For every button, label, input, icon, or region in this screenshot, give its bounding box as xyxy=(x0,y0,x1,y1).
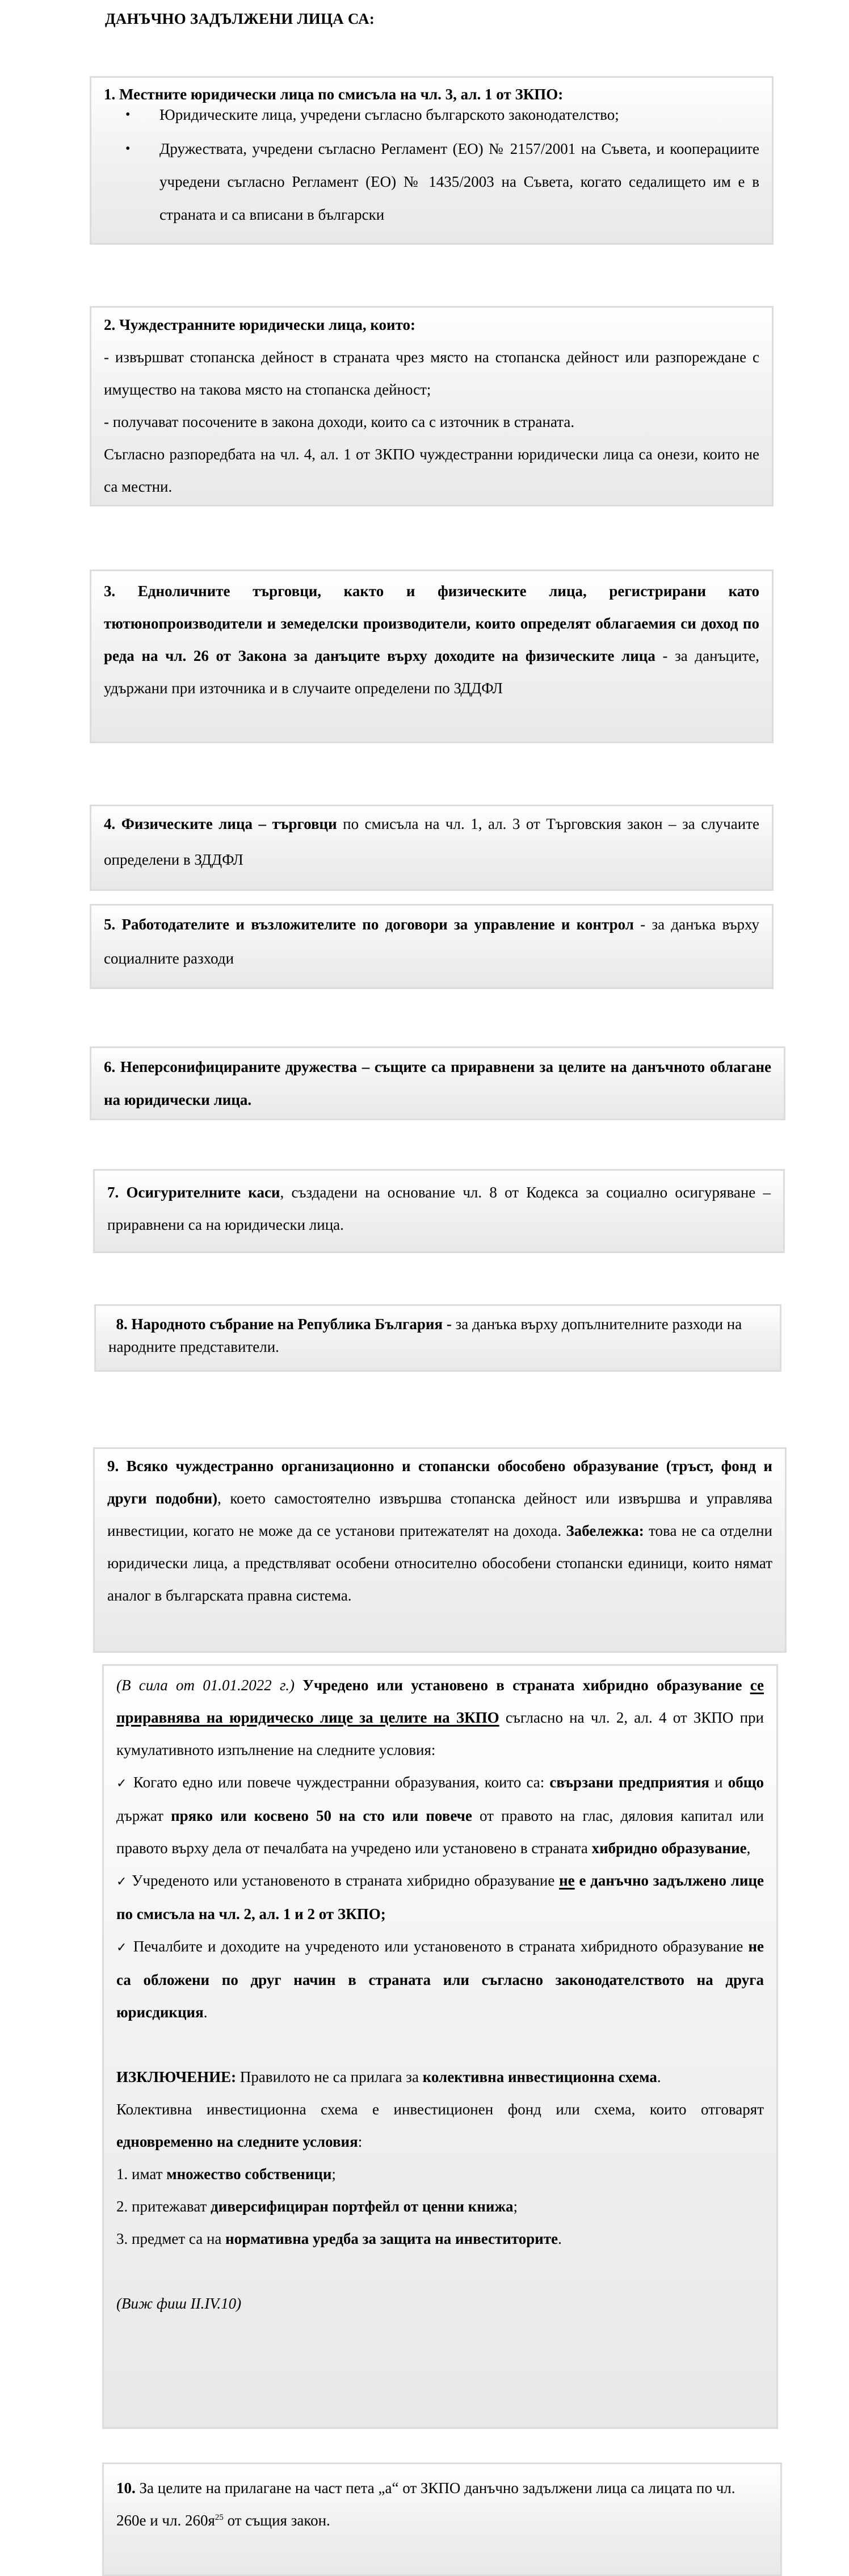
paragraph-intro xyxy=(116,1669,764,1766)
paragraph: Съгласно разпоредбата на чл. 4, ал. 1 от ЗКПО чуждестранни юридически лица са онези, които не са местни. xyxy=(104,446,759,495)
normal-text: държат xyxy=(116,1807,171,1824)
normal-text: по смисъла на чл. 1, ал. 3 от Търговския закон – за случаите определени в ЗДДФЛ xyxy=(104,815,759,868)
exception-label: ИЗКЛЮЧЕНИЕ: xyxy=(116,2068,237,2085)
normal-text: от правото на глас, дяловия капитал или правото върху дела от печалбата на учредено или установено в страната xyxy=(116,1807,764,1857)
check-icon: ✓ xyxy=(116,1777,128,1791)
section-unincorporated-companies xyxy=(90,1046,785,1120)
bold-text: не са обложени по друг начин в страната или съгласно законодателството на друга юрисдикция xyxy=(116,1938,764,2021)
normal-text: . xyxy=(203,2004,208,2021)
normal-text: 2. притежават xyxy=(116,2198,211,2215)
effective-date: (В сила от 01.01.2022 г.) xyxy=(116,1677,295,1694)
section-title: 1. Местните юридически лица по смисъла на чл. 3, ал. 1 от ЗКПО: xyxy=(104,86,564,103)
bold-text: е данъчно задължено лице по смисъла на чл. 2, ал. 1 и 2 от ЗКПО; xyxy=(116,1872,764,1922)
paragraph xyxy=(104,806,759,878)
section-title: 2. Чуждестранните юридически лица, които: xyxy=(104,316,415,333)
normal-text: и xyxy=(709,1774,728,1791)
section-foreign-organizations xyxy=(93,1447,787,1653)
bold-text: свързани предприятия xyxy=(549,1774,709,1791)
page-heading: ДАНЪЧНО ЗАДЪЛЖЕНИ ЛИЦА СА: xyxy=(105,10,375,27)
normal-text: . xyxy=(657,2068,661,2085)
section-sole-traders xyxy=(90,569,774,743)
section-local-legal-entities xyxy=(90,76,774,245)
normal-text: , създадени на основание чл. 8 от Кодекса за социално осигуряване – приравнени са на юридически лица. xyxy=(107,1184,771,1233)
normal-text: това не са отделни юридически лица, а предствляват особени относително обособени стопански единици, които нямат аналог в българската правна система. xyxy=(107,1522,772,1604)
bold-text: 3. Едноличните търговци, както и физическите лица, регистрирани като тютюнопроизводители и земеделски производители, които определят облагаемия си доход по реда на чл. 26 от Закона за данъците върху доходите на физическите лица xyxy=(104,583,759,664)
normal-text: За целите на прилагане на част пета „а“ от ЗКПО данъчно задължени лица са лицата по чл. 260е и чл. 260я xyxy=(116,2479,735,2529)
spacer xyxy=(116,2255,764,2288)
normal-text: за данъка върху допълнителните разходи на народните представители. xyxy=(108,1316,742,1355)
normal-text: Колективна инвестиционна схема е инвестиционен фонд или схема, които отговарят xyxy=(116,2101,764,2118)
note-label: Забележка: xyxy=(566,1522,644,1539)
bold-text: диверсифициран портфейл от ценни книжа xyxy=(211,2198,514,2215)
normal-text: 3. предмет са на xyxy=(116,2230,226,2247)
bold-text: Учредено или установено в страната хибридно образувание xyxy=(294,1677,750,1694)
paragraph xyxy=(116,2472,768,2537)
see-also-reference: (Виж фиш II.IV.10) xyxy=(116,2295,242,2312)
bold-text: нормативна уредба за защита на инвеститорите xyxy=(225,2230,558,2247)
normal-text: - за данъците, удържани при източника и в случаите определени по ЗДДФЛ xyxy=(104,647,759,697)
list-item xyxy=(125,132,759,231)
normal-text: Учреденото или установеното в страната хибридно образувание xyxy=(127,1872,560,1889)
list-item xyxy=(125,105,759,124)
list-item-text: Юридическите лица, учредени съгласно българското законодателство; xyxy=(159,106,619,123)
underlined-text: се приравнява на юридическо лице за целите на ЗКПО xyxy=(116,1677,764,1726)
paragraph xyxy=(104,907,759,975)
list-item xyxy=(116,2223,764,2255)
section-foreign-legal-entities xyxy=(90,306,774,506)
paragraph: 6. Неперсонифицираните дружества – същите са приравнени за целите на данъчното облагане на юридически лица. xyxy=(104,1058,771,1108)
condition-1 xyxy=(116,1766,764,1865)
section-part-five-a xyxy=(102,2462,782,2576)
list-item xyxy=(116,2158,764,2190)
bold-text: 8. Народното събрание на Република България - xyxy=(116,1316,452,1333)
footnote-ref: 25 xyxy=(215,2513,224,2522)
check-icon: ✓ xyxy=(116,1875,128,1889)
bold-text: 7. Осигурителните каси xyxy=(107,1184,280,1201)
bold-text: хибридно образувание xyxy=(591,1840,747,1857)
normal-text: ; xyxy=(331,2165,336,2183)
spacer xyxy=(116,2029,764,2061)
section-hybrid-entity xyxy=(102,1664,778,2429)
normal-text: - за данъка върху социалните разходи xyxy=(104,916,760,967)
section-individual-traders xyxy=(90,805,774,891)
list-item xyxy=(116,2190,764,2223)
underlined-text: не xyxy=(559,1872,575,1889)
paragraph: - извършват стопанска дейност в страната чрез място на стопанска дейност или разпореждане с имущество на такова място на стопанска дейност; xyxy=(104,349,759,398)
bold-text: множество собственици xyxy=(166,2165,332,2183)
bold-text: 9. Всяко чуждестранно организационно и стопански обособено образувание (тръст, фонд и други подобни) xyxy=(107,1457,772,1507)
condition-3 xyxy=(116,1930,764,2029)
normal-text: . xyxy=(558,2230,562,2247)
normal-text: : xyxy=(358,2133,363,2150)
bold-text: 4. Физическите лица – търговци xyxy=(104,815,337,832)
paragraph xyxy=(104,575,759,705)
list-item-text: Дружествата, учредени съгласно Регламент (ЕО) № 2157/2001 на Съвета, и кооперациите учредени съгласно Регламент (ЕО) № 1435/2003 на Съвета, когато седалището им е в страната и са вписани в български xyxy=(159,140,759,223)
section-insurance-funds xyxy=(93,1169,785,1253)
bullet-icon: • xyxy=(125,141,131,156)
definition xyxy=(116,2093,764,2158)
condition-2 xyxy=(116,1865,764,1930)
normal-text: съгласно на чл. 2, ал. 4 от ЗКПО при кумулативното изпълнение на следните условия: xyxy=(116,1709,764,1758)
paragraph: - получават посочените в закона доходи, които са с източник в страната. xyxy=(104,413,575,430)
bold-text: 5. Работодателите и възложителите по договори за управление и контрол xyxy=(104,916,634,933)
paragraph xyxy=(108,1313,767,1358)
normal-text: ; xyxy=(513,2198,518,2215)
bold-text: 10. xyxy=(116,2479,136,2497)
normal-text: Правилото не са прилага за xyxy=(236,2068,423,2085)
normal-text: от същия закон. xyxy=(223,2512,330,2529)
exception xyxy=(116,2061,764,2093)
check-icon: ✓ xyxy=(116,1941,128,1955)
normal-text: 1. имат xyxy=(116,2165,167,2183)
normal-text: Печалбите и доходите на учреденото или установеното в страната хибридното образувание xyxy=(128,1938,749,1955)
normal-text: Когато едно или повече чуждестранни образувания, които са: xyxy=(128,1774,550,1791)
bold-text: пряко или косвено 50 на сто или повече xyxy=(171,1807,472,1824)
bullet-icon: • xyxy=(125,107,131,122)
paragraph xyxy=(107,1176,771,1241)
section-national-assembly xyxy=(94,1304,781,1372)
bold-text: едновременно на следните условия xyxy=(116,2133,358,2150)
bullet-list xyxy=(104,105,759,231)
bold-text: общо xyxy=(728,1774,764,1791)
normal-text: , xyxy=(746,1840,751,1857)
bold-text: колективна инвестиционна схема xyxy=(422,2068,657,2085)
normal-text: , което самостоятелно извършва стопанска дейност или извършва и управлява инвестиции, когато не може да се установи притежателят на дохода. xyxy=(107,1490,772,1539)
section-employers xyxy=(90,904,774,989)
paragraph xyxy=(107,1450,772,1612)
